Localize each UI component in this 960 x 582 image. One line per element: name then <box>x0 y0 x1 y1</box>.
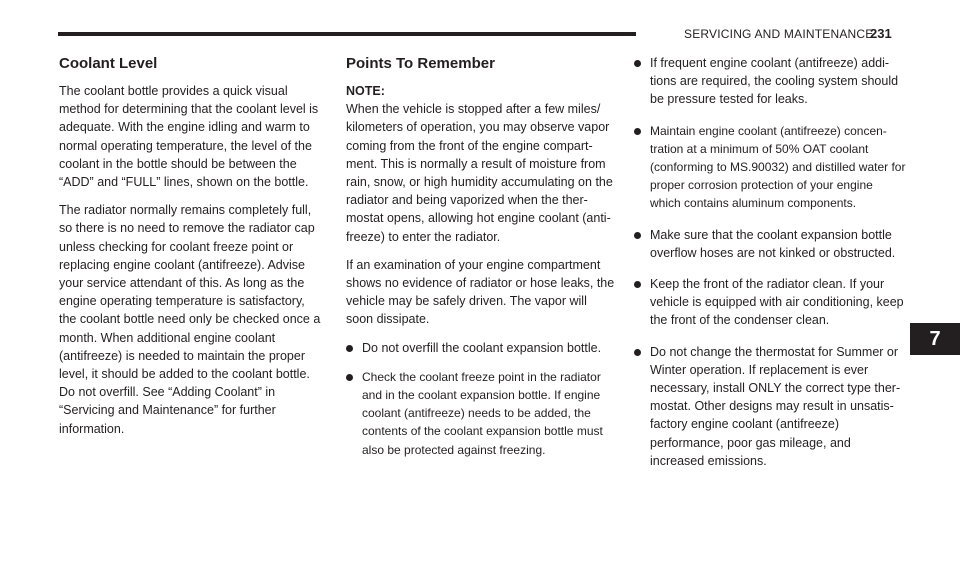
bullets-list <box>634 54 906 470</box>
list-item <box>634 343 906 470</box>
list-item <box>634 54 906 109</box>
bullet-icon <box>634 128 641 135</box>
bullet-icon <box>346 345 353 352</box>
radiator-paragraph: The radiator normally remains completely full, so there is no need to remove the radiator cap unless checking for coolant freeze point or replacing engine coolant (antifreeze). Advise your service attendant of this. As long as the engine operating temperature is satisfactory, the coolant bottle need only be checked once a month. When additional engine coolant (antifreeze) is needed to maintain the proper level, it should be added to the coolant bottle. Do not overfill. See “Adding Coolant” in “Servicing and Maintenance” for further information. <box>59 203 321 436</box>
column-points-to-remember <box>346 54 616 470</box>
bullet-icon <box>634 232 641 239</box>
bullet-icon <box>346 374 353 381</box>
list-item <box>634 275 906 330</box>
list-item-text: Check the coolant freeze point in the radiator and in the coolant expansion bottle. If engine coolant (antifreeze) needs to be added, the contents of the coolant expansion bottle must also be protected against freezing. <box>362 369 603 457</box>
points-list <box>346 339 616 459</box>
examination-paragraph: If an examination of your engine compartment shows no evidence of radiator or hose leaks, the vehicle may be safely driven. The vapor will soon dissipate. <box>346 257 615 327</box>
note-label: NOTE: <box>346 84 385 98</box>
note-text: When the vehicle is stopped after a few miles/ kilometers of operation, you may observe vapor coming from the front of the engine compart-ment. This is normally a result of moisture from rain, snow, or high humidity accumulating on the radiator and being vaporized when the ther-mostat opens, allowing hot engine coolant (anti-freeze) to enter the radiator. <box>346 102 613 244</box>
list-item-text: Keep the front of the radiator clean. If your vehicle is equipped with air conditioning, keep the front of the condenser clean. <box>650 277 904 328</box>
bullet-icon <box>634 60 641 67</box>
list-item <box>634 122 906 213</box>
bullet-icon <box>634 281 641 288</box>
coolant-level-paragraph: The coolant bottle provides a quick visual method for determining that the coolant level is adequate. With the engine idling and warm to normal operating temperature, the level of the coolant in the bottle should be between the “ADD” and “FULL” lines, shown on the bottle. <box>59 84 319 190</box>
list-item-text: Make sure that the coolant expansion bottle overflow hoses are not kinked or obstructed. <box>650 227 896 260</box>
section-title: SERVICING AND MAINTENANCE <box>684 27 874 41</box>
chapter-tab: 7 <box>910 323 960 355</box>
list-item-text: Do not overfill the coolant expansion bottle. <box>362 340 602 355</box>
header-rule <box>58 32 636 36</box>
points-heading: Points To Remember <box>346 55 495 72</box>
list-item <box>346 339 616 357</box>
page-number: 231 <box>870 26 892 41</box>
list-item-text: If frequent engine coolant (antifreeze) addi-tions are required, the cooling system should be pressure tested for leaks. <box>650 56 899 107</box>
list-item <box>346 368 616 459</box>
coolant-level-heading: Coolant Level <box>59 55 158 72</box>
bullet-icon <box>634 349 641 356</box>
column-bullets <box>634 54 906 483</box>
list-item-text: Maintain engine coolant (antifreeze) concen-tration at a minimum of 50% OAT coolant (conforming to MS.90032) and distilled water for proper corrosion protection of your engine which contains aluminum components. <box>650 123 906 211</box>
list-item <box>634 226 906 262</box>
list-item-text: Do not change the thermostat for Summer or Winter operation. If replacement is ever necessary, install ONLY the correct type ther-mostat. Other designs may result in unsatis-factory engine coolant (antifreeze) performance, poor gas mileage, and increased emissions. <box>650 344 901 468</box>
column-coolant-level <box>59 54 325 448</box>
